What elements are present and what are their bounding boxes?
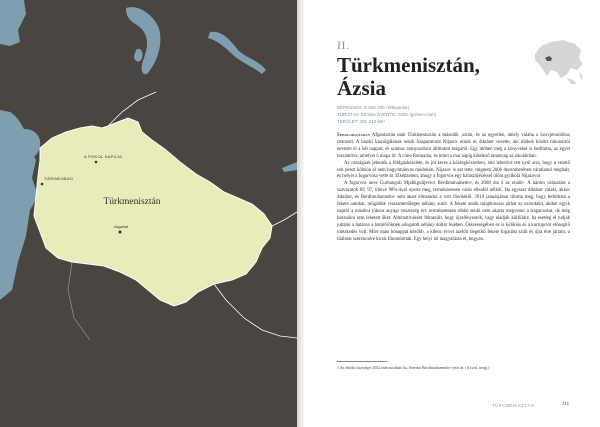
right-edge-water <box>282 162 297 172</box>
footnote: 1 Az elnöki tisztséget 2022 márciusában fia, Szerdar Berdimuhamedov vette át. (A ford. megj.) <box>337 365 490 370</box>
book-gutter <box>297 0 305 427</box>
caspian-sea-top <box>0 0 26 46</box>
border-east <box>272 212 297 226</box>
footnote-rule <box>337 361 387 362</box>
country-map <box>0 0 297 427</box>
map-label-ashgabat: Asgabat <box>114 225 128 229</box>
paragraph-1 <box>337 133 570 161</box>
asia-locator-map <box>531 36 585 86</box>
text-page <box>305 0 600 427</box>
page-number: 111 <box>562 402 570 407</box>
turkmenbashi-marker <box>41 183 44 186</box>
lead-caps: Seholországban <box>337 133 371 138</box>
map-label-door-to-hell: A POKOL KAPUJA <box>84 154 123 159</box>
fact-tourists: TURISTÁK SZÁMA ÉVENTE: 7000 (gorlem.com) <box>337 112 437 117</box>
running-footer: TÜRKMENISZTÁN <box>492 403 535 408</box>
fact-population: NÉPESSÉG: 5 300 000 (Wikipedia) <box>337 105 410 110</box>
river-east <box>208 32 266 74</box>
border-south <box>214 284 297 338</box>
ashgabat-marker <box>119 231 122 234</box>
page-title <box>337 54 480 100</box>
map-graphic <box>0 0 297 427</box>
paragraph-2: Az országnak jelentős a földgázkészlete, és jól keres a közlegkörzetben, ami lehetővé tett nyúl arra, hogy a vezető sok pénzt költsön el nem hagyományos módokon. Nijazov is ezt tette, mígnem 2006 decemberében váratlanul meghalt, és helyét a fogorvosa vette át. Elképzelem, ahogy a fogorvos egy kalaszüjézéssel ülöm gyilkolá Nijazovot. <box>337 160 570 180</box>
door-to-hell-marker <box>95 161 98 164</box>
border-iran <box>68 262 90 340</box>
fact-area: TERÜLET: 491 210 km² <box>337 119 386 124</box>
map-country-label: Türkmenisztán <box>103 197 161 207</box>
paragraph-3: A fogorvos neve Gurbanguli Mjalikgulijevics Berdimuhamedov, és 2008 óta ő az elnök¹. A három választást a szavazatok 89, 97, illetve 98%-ával nyerte meg, természetesen valós ellenfél nélkül. Ha egyszer diktátor valaki, akkor diktátor, és Berdimuhamedov sem akart elmaradni a volt főnökétől. 2018 januárjában tiltotta meg, hogy befüllrtsa a fekete autókat, mögöttük visszamenőleges néhány autót. A fekete autók tulajdonosai járhat az ezrenként, akiket egyik napról a másikra jókora anyagi veszteség ért: természetesen többé senki nem akarta megvenni a tragacsokat, de még használni sem lehetett őket. Alternatívaként felmerült, hogy újrafényezték, vagy eladják külföldre, ha esetleg el tudják juttatni a határon a határőröknek adogatott néhány dollár fejében. Összességében ez is különös és a korrupciót elősegítő intézkedés volt. Mire mást hónappal később, a kilenc évvel azelőtt tiegelítő fekete fogadást szüli és újra érte jártam, a tilalmat szerencsére kicsit finomították. Egy helyi nő magyarázta el, hogyan. <box>337 181 570 242</box>
title-line-1: Türkmenisztán, <box>337 53 480 77</box>
map-label-turkmenbashi: TÜRKMENBASI <box>44 177 74 181</box>
title-line-2: Ázsia <box>337 76 386 100</box>
lake-north <box>126 7 160 74</box>
paragraph-1-text: Afganisztán után Türkmenisztán a második ‚sztán‚ és az egyetlen, amely valaha a Szovjetunióhoz tartozott. A bazári kiszolgálónak nekik Szaparmurat Nijazov elnök és diktátor vezette, aki többek között rokonairól nevezte el a hét napjait, és számos aranyszobrot állíttatott magáról. Egy időben még a könyveket is betiltotta, az egyet leszámítva, amelyet ő maga írt. A címe Ruhnama, és mind a mai napig kötelező tananyag az iskolákban. <box>337 133 570 159</box>
chapter-number: II. <box>337 38 350 52</box>
body-text <box>337 133 570 244</box>
fact-list <box>337 104 436 125</box>
lake-north-small <box>134 49 143 62</box>
asia-silhouette <box>535 40 583 84</box>
